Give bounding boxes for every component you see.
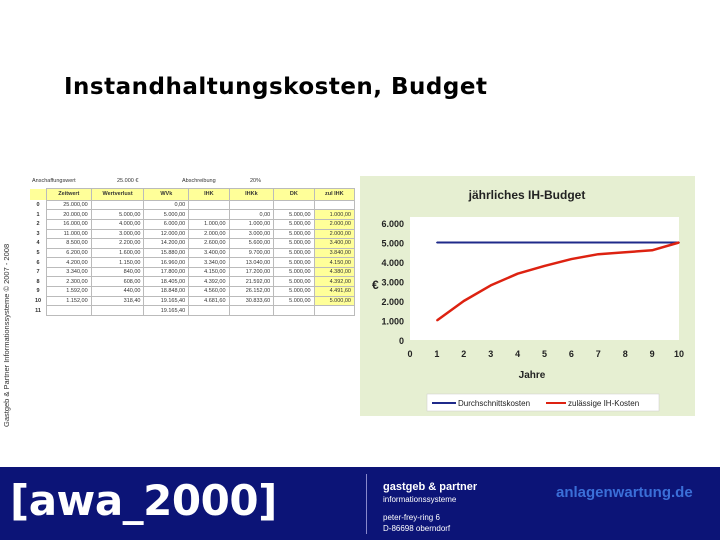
table-cell: 5.000,00 [274,287,314,297]
legend-label: Durchschnittskosten [458,399,531,408]
table-cell: 440,00 [91,287,144,297]
data-point [463,242,465,244]
plot-area [410,217,679,340]
table-cell [189,210,229,220]
table-cell [47,306,92,316]
table-row [30,277,355,287]
table-row [30,200,355,210]
column-header: zul IHK [314,189,354,201]
x-tick-label: 4 [515,349,521,359]
table-cell: 19.165,40 [144,296,189,306]
table-row [30,306,355,316]
year-cell: 5 [30,248,47,258]
address-line-1: peter-frey-ring 6 [383,513,440,522]
table-cell: 6.200,00 [47,248,92,258]
table-cell [91,200,144,210]
table-row [30,219,355,229]
table-cell: 2.200,00 [91,239,144,249]
legend-label: zulässige IH-Kosten [568,399,640,408]
table-cell: 5.000,00 [314,296,354,306]
table-cell: 11.000,00 [47,229,92,239]
data-point [624,242,626,244]
table-row [30,210,355,220]
y-tick-label: 2.000 [381,297,404,307]
x-tick-label: 1 [434,349,440,359]
data-point [624,251,626,253]
y-tick-label: 3.000 [381,277,404,288]
table-cell: 5.000,00 [274,277,314,287]
table-top-labels [32,178,355,187]
address-line-2: D-86698 oberndorf [383,524,451,533]
table-cell [274,306,314,316]
year-cell: 4 [30,239,47,249]
table-cell: 4.150,00 [314,258,354,268]
column-header: Wertverlust [91,189,144,201]
table-cell: 5.000,00 [274,239,314,249]
year-cell: 2 [30,219,47,229]
table-cell: 3.340,00 [47,267,92,277]
x-tick-label: 7 [595,349,601,359]
table-cell [189,306,229,316]
table-cell: 19.165,40 [144,306,189,316]
year-cell: 11 [30,306,47,316]
data-point [598,253,600,255]
data-point [678,242,680,244]
data-point [571,242,573,244]
data-point [544,265,546,267]
table-cell: 5.000,00 [274,229,314,239]
data-point [436,320,438,322]
table-cell: 5.000,00 [144,210,189,220]
abschreibung-value: 20% [250,178,262,184]
slide-title: Instandhaltungskosten, Budget [64,74,488,100]
footer-divider [366,474,367,534]
y-tick-label: 5.000 [381,238,404,249]
table-cell: 4.000,00 [91,219,144,229]
table-cell: 4.380,00 [314,267,354,277]
table-cell: 2.600,00 [189,239,229,249]
column-header: Zeitwert [47,189,92,201]
table-cell: 1.000,00 [229,219,274,229]
year-cell: 9 [30,287,47,297]
budget-chart [360,176,695,416]
anschaffungswert-value: 25.000 € [117,178,139,184]
data-point [517,242,519,244]
table-cell: 3.400,00 [189,248,229,258]
x-tick-label: 3 [488,349,494,359]
table-cell: 5.000,00 [274,258,314,268]
table-cell: 1.150,00 [91,258,144,268]
table-cell: 21.592,00 [229,277,274,287]
table-cell: 4.491,60 [314,287,354,297]
table-cell: 5.600,00 [229,239,274,249]
year-cell: 10 [30,296,47,306]
table-row [30,267,355,277]
table-row [30,287,355,297]
x-tick-label: 6 [568,349,574,359]
table-cell: 3.340,00 [189,258,229,268]
data-point [544,242,546,244]
table-cell: 4.150,00 [189,267,229,277]
anschaffungswert-label: Anschaffungswert [32,178,76,184]
y-tick-label: 0 [398,336,404,346]
table-cell: 5.000,00 [274,210,314,220]
table-cell: 1.000,00 [189,219,229,229]
y-tick-label: 1.000 [381,316,404,327]
year-cell: 1 [30,210,47,220]
table-cell: 6.000,00 [144,219,189,229]
data-point [517,273,519,275]
table-cell: 840,00 [91,267,144,277]
table-cell: 20.000,00 [47,210,92,220]
table-cell: 318,40 [91,296,144,306]
table-row [30,296,355,306]
table-cell: 4.560,00 [189,287,229,297]
table-cell: 16.000,00 [47,219,92,229]
table-cell: 18.848,00 [144,287,189,297]
table-cell [314,306,354,316]
website-link[interactable]: anlagenwartung.de [556,484,693,501]
table-cell: 25.000,00 [47,200,92,210]
year-cell: 8 [30,277,47,287]
table-cell: 2.000,00 [314,219,354,229]
column-header: IHK [189,189,229,201]
table-cell: 26.152,00 [229,287,274,297]
data-point [490,242,492,244]
table-cell [229,306,274,316]
table-cell: 1.600,00 [91,248,144,258]
abschreibung-label: Abschreibung [182,178,216,184]
table-cell [229,200,274,210]
table-row [30,248,355,258]
table-cell: 3.000,00 [229,229,274,239]
y-tick-label: 4.000 [381,258,404,268]
table-cell [314,200,354,210]
table-row [30,229,355,239]
table-cell: 5.000,00 [274,219,314,229]
table-cell: 1.592,00 [47,287,92,297]
table-cell: 5.000,00 [274,248,314,258]
table-cell: 5.000,00 [91,210,144,220]
data-point [490,285,492,287]
budget-grid [30,188,355,316]
data-point [571,258,573,260]
table-cell: 17.800,00 [144,267,189,277]
data-point [651,242,653,244]
table-cell: 4.392,00 [189,277,229,287]
year-cell: 7 [30,267,47,277]
table-cell: 2.000,00 [314,229,354,239]
table-cell [91,306,144,316]
y-axis-label: € [372,278,379,292]
table-cell: 608,00 [91,277,144,287]
table-cell: 0,00 [144,200,189,210]
table-cell [274,200,314,210]
data-point [598,242,600,244]
x-tick-label: 2 [461,349,467,359]
year-cell: 3 [30,229,47,239]
table-cell: 3.400,00 [314,239,354,249]
table-cell: 2.000,00 [189,229,229,239]
x-tick-label: 0 [407,349,413,359]
table-cell: 4.392,00 [314,277,354,287]
table-cell: 1.152,00 [47,296,92,306]
table-row [30,258,355,268]
x-axis-label: Jahre [518,370,546,381]
table-cell: 18.405,00 [144,277,189,287]
table-cell: 0,00 [229,210,274,220]
y-tick-label: 6.000 [381,219,404,229]
table-cell: 3.000,00 [91,229,144,239]
data-point [463,300,465,302]
chart-svg [360,176,695,416]
brand-logo: [awa_2000] [10,476,277,525]
x-tick-label: 9 [649,349,655,359]
table-cell: 12.000,00 [144,229,189,239]
chart-title: jährliches IH-Budget [468,188,586,202]
data-point [436,242,438,244]
table-cell: 1.000,00 [314,210,354,220]
x-tick-label: 10 [673,349,685,359]
table-header-row [30,189,355,201]
table-cell: 2.300,00 [47,277,92,287]
table-row [30,239,355,249]
data-point [651,250,653,252]
company-subtitle: informationssysteme [383,495,457,504]
table-cell: 5.000,00 [274,267,314,277]
table-cell: 3.840,00 [314,248,354,258]
table-cell: 17.200,00 [229,267,274,277]
table-cell: 14.200,00 [144,239,189,249]
vertical-copyright-text: Gastgeb & Partner Informationssysteme © 2007 - 2008 [2,243,11,427]
budget-table [22,178,355,318]
column-header: WVk [144,189,189,201]
x-tick-label: 5 [541,349,548,359]
year-cell: 6 [30,258,47,268]
company-name: gastgeb & partner [383,481,478,493]
column-header: DK [274,189,314,201]
table-cell: 30.833,60 [229,296,274,306]
table-cell: 9.700,00 [229,248,274,258]
table-cell: 4.681,60 [189,296,229,306]
table-corner-cell [30,189,47,201]
table-cell: 5.000,00 [274,296,314,306]
table-cell: 13.040,00 [229,258,274,268]
table-cell: 16.960,00 [144,258,189,268]
table-cell: 15.880,00 [144,248,189,258]
table-cell: 4.200,00 [47,258,92,268]
table-cell: 8.500,00 [47,239,92,249]
table-cell [189,200,229,210]
column-header: IHKk [229,189,274,201]
year-cell: 0 [30,200,47,210]
x-tick-label: 8 [622,349,628,359]
